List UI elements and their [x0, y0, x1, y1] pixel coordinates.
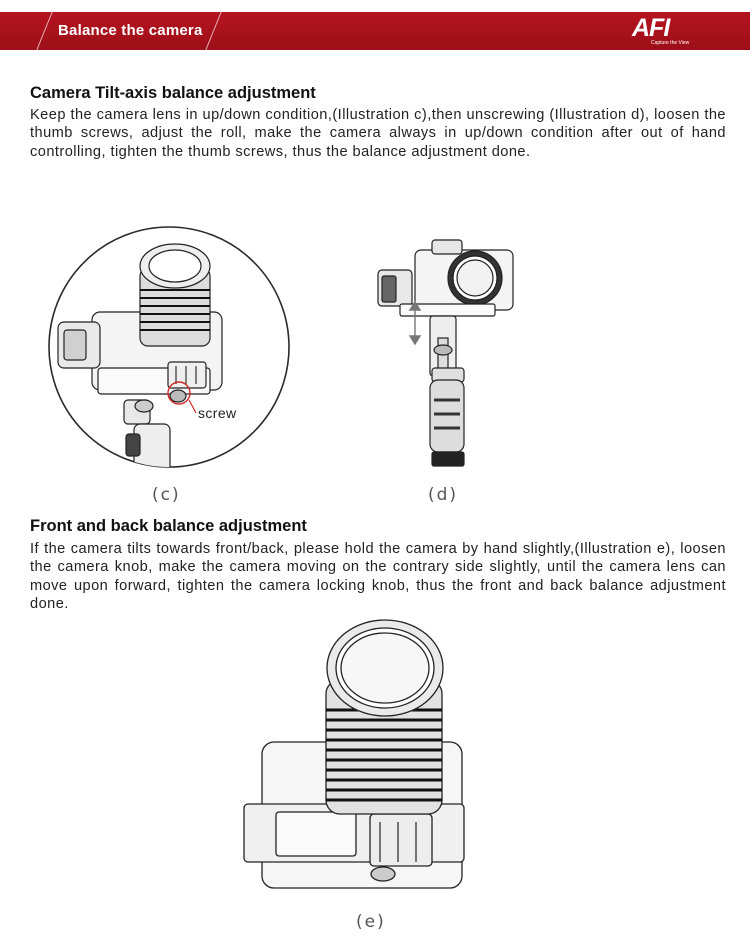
page-title: Balance the camera	[58, 22, 203, 39]
front-back-heading: Front and back balance adjustment	[30, 517, 307, 535]
header-banner	[0, 12, 750, 50]
front-back-body: If the camera tilts towards front/back, please hold the camera by hand slightly,(Illustration e), loosen the camera knob, make the camera moving on the contrary side slightly, until the camera lens can move upon forward, tighten the camera locking knob, thus the front and back balance adjustment done.	[30, 541, 726, 612]
afi-logo	[629, 15, 695, 51]
logo-text: AFI	[632, 14, 670, 42]
screw-label: screw	[198, 405, 237, 421]
illustration-d	[370, 230, 530, 475]
tilt-heading: Camera Tilt-axis balance adjustment	[30, 84, 316, 102]
logo-tagline: Capture the View	[651, 40, 690, 46]
caption-c: (c)	[152, 485, 181, 505]
caption-e: (e)	[356, 912, 386, 932]
illustration-c	[40, 220, 310, 480]
tilt-body: Keep the camera lens in up/down condition,(Illustration c),then unscrewing (Illustration d), loosen the thumb screws, adjust the roll, make the camera always in up/down condition after out of hand controlling, tighten the thumb screws, thus the balance adjustment done.	[30, 107, 726, 160]
caption-d: (d)	[428, 485, 459, 505]
illustration-e	[230, 618, 470, 898]
